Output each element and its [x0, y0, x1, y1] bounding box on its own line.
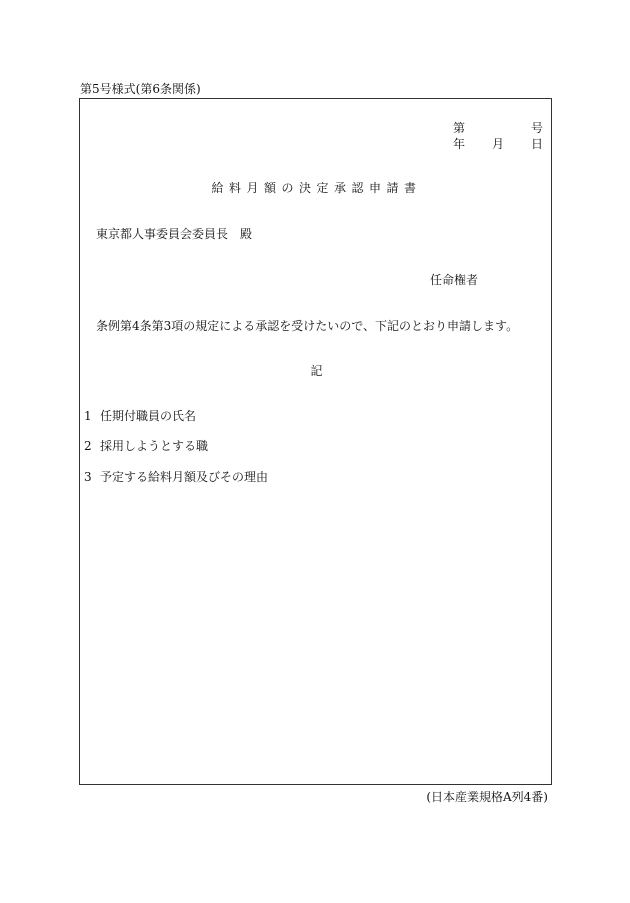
year-label: 年: [453, 137, 466, 151]
document-title: 給料月額の決定承認申請書: [211, 181, 422, 195]
list-item: [84, 468, 268, 485]
paper-standard-label: (日本産業規格A列4番): [426, 790, 548, 804]
item-label: 採用しようとする職: [100, 439, 209, 453]
addressee: 東京都人事委員会委員長 殿: [96, 227, 253, 241]
ki-heading: 記: [310, 364, 323, 378]
month-label: 月: [491, 137, 504, 151]
item-label: 予定する給料月額及びその理由: [100, 470, 269, 484]
list-item: [84, 407, 196, 424]
form-number-label: 第5号様式(第6条関係): [80, 82, 201, 96]
document-number-row: [453, 119, 543, 136]
appointer-label: 任命権者: [430, 273, 479, 287]
number-prefix: 第: [453, 121, 466, 135]
item-number: 2: [84, 439, 92, 453]
request-statement: 条例第4条第3項の規定による承認を受けたいので、下記のとおり申請します。: [96, 319, 519, 333]
item-number: 1: [84, 409, 92, 423]
list-item: [84, 437, 208, 454]
item-label: 任期付職員の氏名: [100, 409, 197, 423]
day-label: 日: [530, 137, 543, 151]
item-number: 3: [84, 470, 92, 484]
date-row: [453, 135, 543, 152]
number-suffix: 号: [530, 121, 543, 135]
form-frame: [79, 98, 552, 785]
